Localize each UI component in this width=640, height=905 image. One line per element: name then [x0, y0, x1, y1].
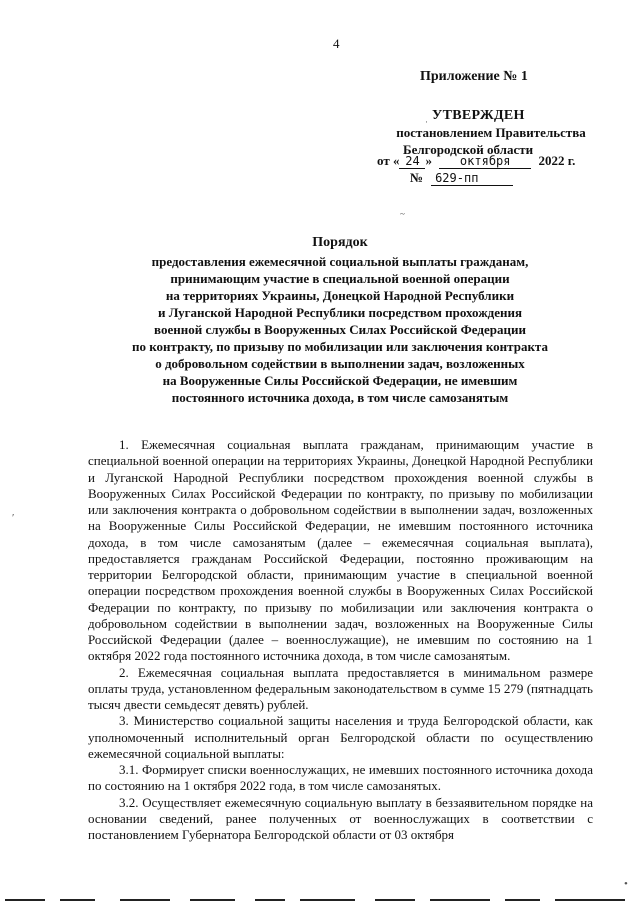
title-line: принимающим участие в специальной военной операции — [170, 271, 510, 286]
paragraph-3: 3. Министерство социальной защиты населения и труда Белгородской области, как уполномоченный исполнительный орган Белгородской области по осуществлению ежемесячной социальной выплаты: — [88, 713, 593, 761]
document-body — [88, 437, 593, 843]
title-line: на Вооруженные Силы Российской Федерации, не имевшим — [162, 373, 518, 388]
paragraph-1: 1. Ежемесячная социальная выплата гражданам, принимающим участие в специальной военной операции на территориях Украины, Донецкой Народной Республики и Луганской Народной Республики посредством прохождения военной службы в Вооруженных Силах Российской Федерации по контракту, по призыву по мобилизации или заключения контракта о добровольном содействии в выполнении задач, возложенных на Вооруженные Силы Российской Федерации, не имевшим постоянного источника дохода, в том числе самозанятым (далее – ежемесячная социальная выплата), предоставляется гражданам Российской Федерации, постоянно проживающим на территории Белгородской области, принимающим участие в специальной военной операции посредством прохождения военной службы в Вооруженных Силах Российской Федерации по контракту, по призыву по мобилизации или заключения контракта о добровольном содействии в выполнении задач, возложенных на Вооруженные Силы Российской Федерации (далее – военнослужащие), не имевшим по состоянию на 1 октября 2022 года постоянного источника дохода, в том числе самозанятым. — [88, 437, 593, 664]
paragraph-3-1: 3.1. Формирует списки военнослужащих, не имевших постоянного источника дохода по состоянию на 1 октября 2022 года, в том числе самозанятых. — [88, 762, 593, 794]
paragraph-3-2: 3.2. Осуществляет ежемесячную социальную выплату в беззаявительном порядке на основании сведений, ранее полученных от военнослужащих в соответствии с постановлением Губернатора Белгородской области от 03 октября — [88, 794, 593, 842]
date-mid: » — [425, 153, 432, 168]
number-label: № — [410, 170, 424, 185]
title-line: по контракту, по призыву по мобилизации или заключения контракта — [132, 339, 548, 354]
document-title — [60, 234, 620, 406]
title-line: военной службы в Вооруженных Силах Российской Федерации — [154, 322, 526, 337]
scan-speck: ′ — [12, 512, 15, 524]
title-line: о добровольном содействии в выполнении задач, возложенных — [155, 356, 525, 371]
paragraph-2: 2. Ежемесячная социальная выплата предоставляется в минимальном размере оплаты труда, установленном федеральным законодательством в сумме 15 279 (пятнадцать тысяч двести семьдесят девять) рублей. — [88, 664, 593, 712]
scan-speck: ~ — [400, 209, 405, 219]
title-line: предоставления ежемесячной социальной выплаты гражданам, — [151, 254, 529, 269]
date-month-handwritten: октября — [439, 154, 531, 169]
approval-number-line — [410, 170, 513, 186]
title-line: и Луганской Народной Республики посредством прохождения — [157, 305, 523, 320]
title-line: на территориях Украины, Донецкой Народной Республики — [165, 288, 515, 303]
page-number: 4 — [333, 36, 340, 51]
scan-speck: • — [624, 878, 628, 890]
approved-stamp-heading: УТВЕРЖДЕН — [432, 108, 525, 123]
title-heading: Порядок — [312, 235, 368, 250]
scan-edge-artifact — [0, 895, 640, 905]
decree-line: постановлением Правительства — [396, 125, 586, 140]
date-year: 2022 г. — [538, 153, 576, 168]
date-day-handwritten: 24 — [399, 154, 425, 169]
region-line: Белгородской области — [403, 142, 534, 157]
appendix-label: Приложение № 1 — [420, 69, 528, 84]
title-line: постоянного источника дохода, в том числе самозанятым — [171, 390, 509, 405]
scan-speck: · — [425, 117, 428, 127]
date-prefix: от « — [377, 153, 400, 168]
approval-date-line — [377, 153, 575, 169]
number-value-handwritten: 629-пп — [431, 171, 513, 186]
